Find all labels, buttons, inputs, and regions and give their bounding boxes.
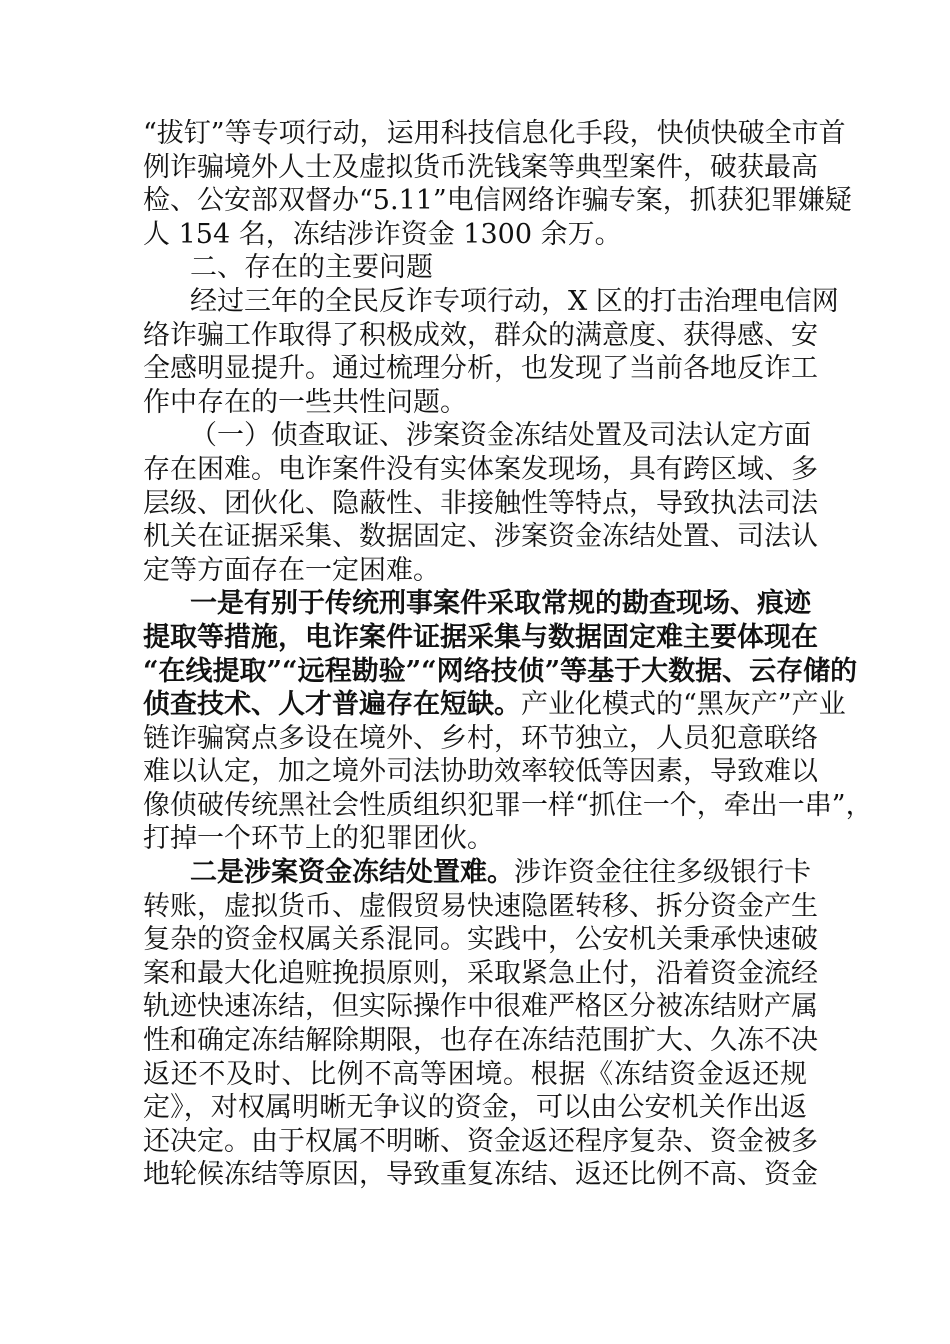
paragraph [143, 419, 818, 587]
text: 涉诈资金往往多级银行卡 [514, 857, 811, 889]
text-line [143, 822, 807, 856]
text: 人 154 名，冻结涉诈资金 1300 余万。 [143, 218, 622, 250]
text-line [143, 722, 818, 756]
text-line [143, 1158, 818, 1192]
text-line [143, 688, 846, 722]
text: 全感明显提升。通过梳理分析，也发现了当前各地反诈工 [143, 353, 818, 385]
text-line [143, 386, 807, 420]
text-line [143, 990, 818, 1024]
text-line [143, 1058, 807, 1092]
text: 案和最大化追赃挽损原则，采取紧急止付，沿着资金流经 [143, 957, 818, 989]
text: 打掉一个环节上的犯罪团伙。 [143, 823, 494, 855]
text-line [143, 890, 818, 924]
text: （一）侦查取证、涉案资金冻结处置及司法认定方面 [190, 420, 811, 452]
paragraph [143, 856, 818, 1192]
text-line [143, 251, 807, 285]
text-line [143, 453, 818, 487]
text-line [143, 755, 818, 789]
text: “拔钉”等专项行动，运用科技信息化手段，快侦快破全市首 [143, 118, 846, 149]
bold-text: “在线提取”“远程勘验”“网络技侦”等基于大数据、云存储的 [143, 655, 858, 687]
text: 还决定。由于权属不明晰、资金返还程序复杂、资金被多 [143, 1125, 818, 1157]
text: 像侦破传统黑社会性质组织犯罪一样“抓住一个，牵出一串”， [143, 789, 873, 821]
text-line [143, 151, 818, 185]
text-line [143, 352, 818, 386]
text: 检、公安部双督办“5.11”电信网络诈骗专案，抓获犯罪嫌疑 [143, 185, 852, 217]
text-line [143, 789, 873, 823]
text: 难以认定，加之境外司法协助效率较低等因素，导致难以 [143, 756, 818, 788]
text-line [143, 117, 846, 151]
text-line [143, 520, 818, 554]
text: 二、存在的主要问题 [190, 252, 433, 284]
text-line [143, 587, 811, 621]
text-line [143, 554, 807, 588]
paragraph [143, 285, 839, 419]
text: 地轮候冻结等原因，导致重复冻结、返还比例不高、资金 [143, 1159, 818, 1191]
text: 作中存在的一些共性问题。 [143, 386, 467, 418]
text-line [143, 856, 811, 890]
text: 性和确定冻结解除期限，也存在冻结范围扩大、久冻不决 [143, 1025, 818, 1057]
paragraph [143, 117, 852, 251]
text: 层级、团伙化、隐蔽性、非接触性等特点，导致执法司法 [143, 487, 818, 519]
text: 络诈骗工作取得了积极成效，群众的满意度、获得感、安 [143, 319, 818, 351]
text: 转账，虚拟货币、虚假贸易快速隐匿转移、拆分资金产生 [143, 890, 818, 922]
text-line [143, 184, 852, 218]
text: 产业化模式的“黑灰产”产业 [521, 689, 846, 721]
bold-text: 提取等措施，电诈案件证据采集与数据固定难主要体现在 [143, 621, 818, 653]
text: 返还不及时、比例不高等困境。根据《冻结资金返还规 [143, 1058, 807, 1090]
section-heading [143, 251, 807, 285]
text-line [143, 319, 818, 353]
text: 经过三年的全民反诈专项行动，X 区的打击治理电信网 [190, 285, 839, 317]
text: 定等方面存在一定困难。 [143, 554, 440, 586]
text-line [143, 957, 818, 991]
text-line [143, 923, 818, 957]
bold-text: 一是有别于传统刑事案件采取常规的勘查现场、痕迹 [190, 588, 811, 620]
text-line [143, 1091, 807, 1125]
text: 轨迹快速冻结，但实际操作中很难严格区分被冻结财产属 [143, 991, 818, 1023]
text-line [143, 1125, 818, 1159]
text: 例诈骗境外人士及虚拟货币洗钱案等典型案件，破获最高 [143, 151, 818, 183]
text-line [143, 621, 818, 655]
text: 链诈骗窝点多设在境外、乡村，环节独立，人员犯意联络 [143, 722, 818, 754]
text-line [143, 1024, 818, 1058]
text-line [143, 285, 839, 319]
text-line [143, 487, 818, 521]
text: 机关在证据采集、数据固定、涉案资金冻结处置、司法认 [143, 521, 818, 553]
text-line [143, 218, 807, 252]
text-line [143, 419, 811, 453]
paragraph [143, 587, 873, 856]
bold-text: 侦查技术、人才普遍存在短缺。 [143, 689, 521, 721]
text: 复杂的资金权属关系混同。实践中，公安机关秉承快速破 [143, 924, 818, 956]
text-line [143, 655, 858, 689]
bold-text: 二是涉案资金冻结处置难。 [190, 857, 514, 889]
text: 存在困难。电诈案件没有实体案发现场，具有跨区域、多 [143, 453, 818, 485]
document-page [143, 117, 873, 1192]
text: 定》，对权属明晰无争议的资金，可以由公安机关作出返 [143, 1092, 807, 1124]
